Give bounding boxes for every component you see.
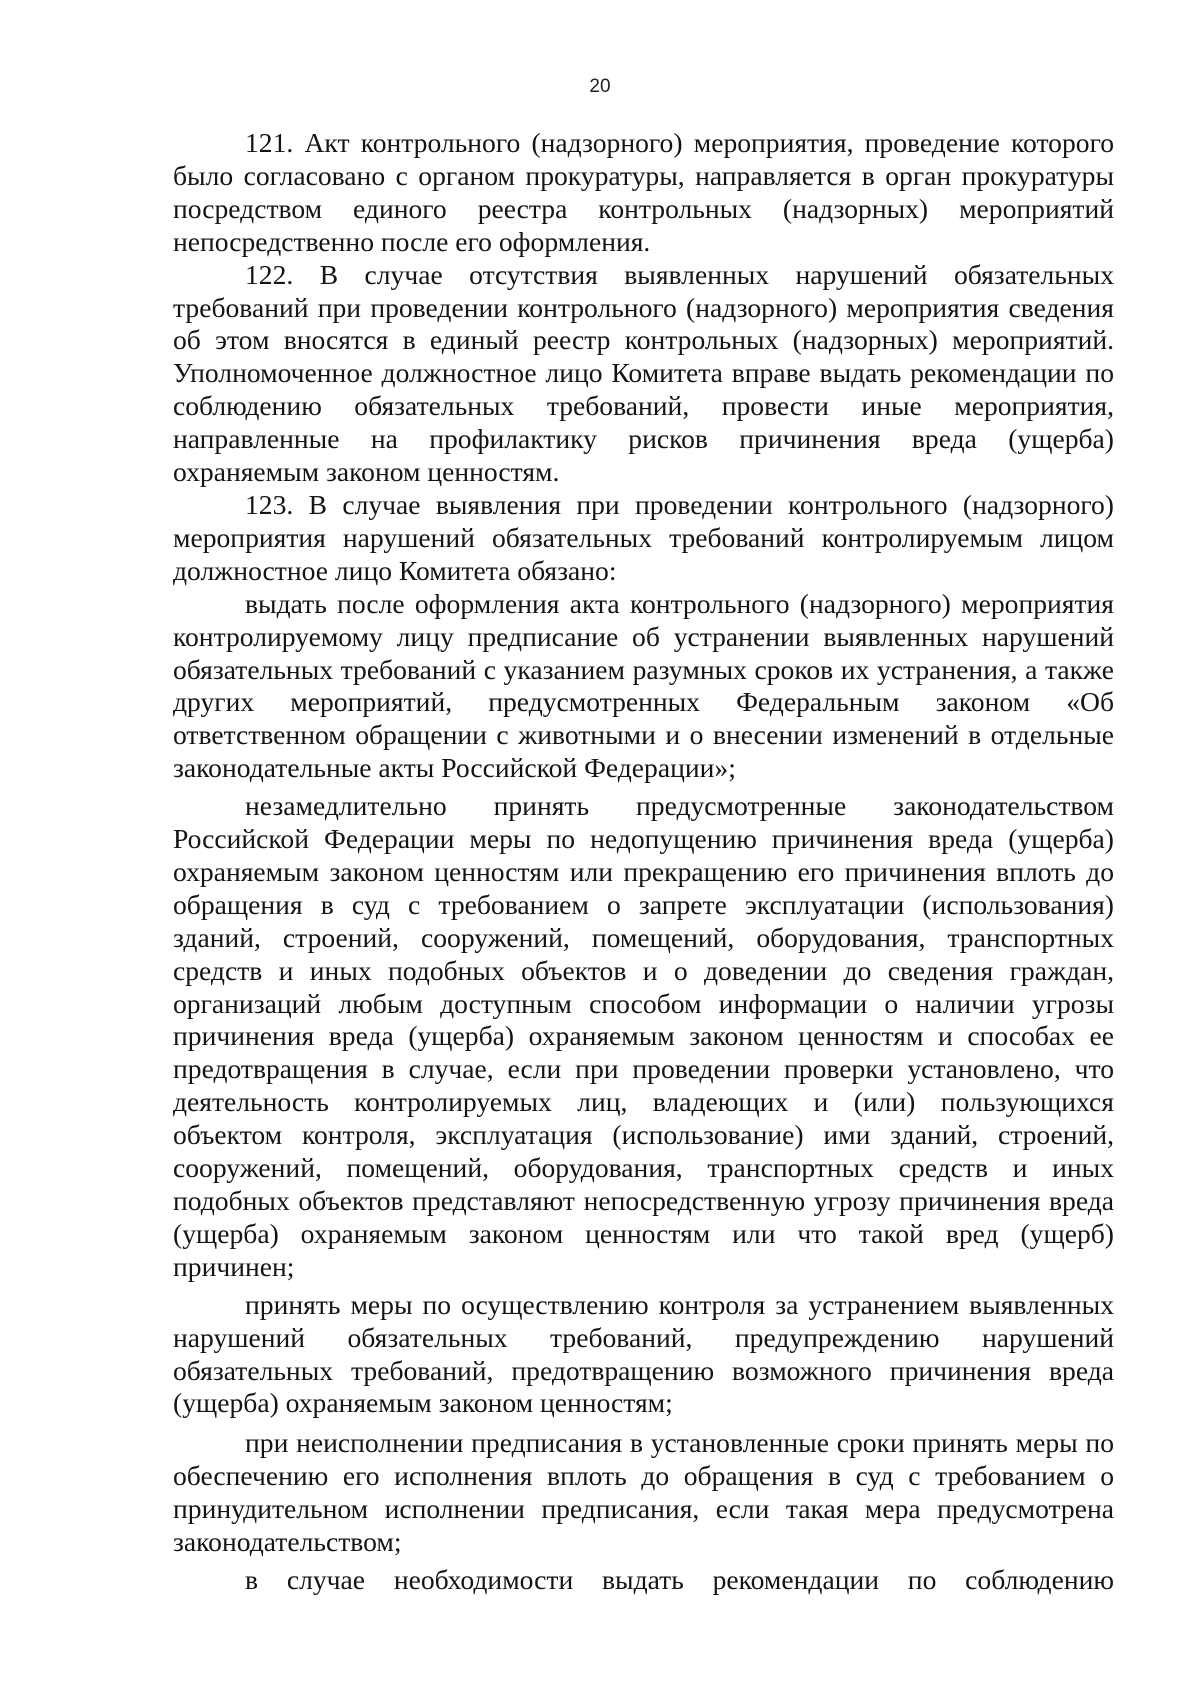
- page-number: 20: [589, 76, 611, 97]
- paragraph-122: 122. В случае отсутствия выявленных нарушений обязательных требований при проведении контрольного (надзорного) мероприятия сведения об этом вносятся в единый реестр контрольных (надзорных) мероприятий. Уполномоченное должностное лицо Комитета вправе выдать рекомендации по соблюдению обязательных требований, провести иные мероприятия, направленные на профилактику рисков причинения вреда (ущерба) охраняемым законом ценностям.: [173, 258, 1114, 488]
- document-body: [173, 127, 1114, 1597]
- list-item-issue-order: выдать после оформления акта контрольного (надзорного) мероприятия контролируемому лицу предписание об устранении выявленных нарушений обязательных требований с указанием разумных сроков их устранения, а также других мероприятий, предусмотренных Федеральным законом «Об ответственном обращении с животными и о внесении изменений в отдельные законодательные акты Российской Федерации»;: [173, 587, 1114, 784]
- paragraph-121: 121. Акт контрольного (надзорного) мероприятия, проведение которого было согласовано с органом прокуратуры, направляется в орган прокуратуры посредством единого реестра контрольных (надзорных) мероприятий непосредственно после его оформления.: [173, 127, 1114, 257]
- list-item-immediate-measures: незамедлительно принять предусмотренные законодательством Российской Федерации меры по недопущению причинения вреда (ущерба) охраняемым законом ценностям или прекращению его причинения вплоть до обращения в суд с требованием о запрете эксплуатации (использования) зданий, строений, сооружений, помещений, оборудования, транспортных средств и иных подобных объектов и о доведении до сведения граждан, организаций любым доступным способом информации о наличии угрозы причинения вреда (ущерба) охраняемым законом ценностям и способах ее предотвращения в случае, если при проведении проверки установлено, что деятельность контролируемых лиц, владеющих и (или) пользующихся объектом контроля, эксплуатация (использование) ими зданий, строений, сооружений, помещений, оборудования, транспортных средств и иных подобных объектов представляют непосредственную угрозу причинения вреда (ущерба) охраняемым законом ценностям или что такой вред (ущерб) причинен;: [173, 790, 1114, 1282]
- list-item-recommendations: в случае необходимости выдать рекомендации по соблюдению: [245, 1563, 1114, 1595]
- paragraph-123: 123. В случае выявления при проведении контрольного (надзорного) мероприятия нарушений обязательных требований контролируемым лицом должностное лицо Комитета обязано:: [173, 488, 1114, 586]
- list-item-enforcement: при неисполнении предписания в установленные сроки принять меры по обеспечению его исполнения вплоть до обращения в суд с требованием о принудительном исполнении предписания, если такая мера предусмотрена законодательством;: [173, 1427, 1114, 1558]
- list-item-control-measures: принять меры по осуществлению контроля за устранением выявленных нарушений обязательных требований, предупреждению нарушений обязательных требований, предотвращению возможного причинения вреда (ущерба) охраняемым законом ценностям;: [173, 1288, 1114, 1419]
